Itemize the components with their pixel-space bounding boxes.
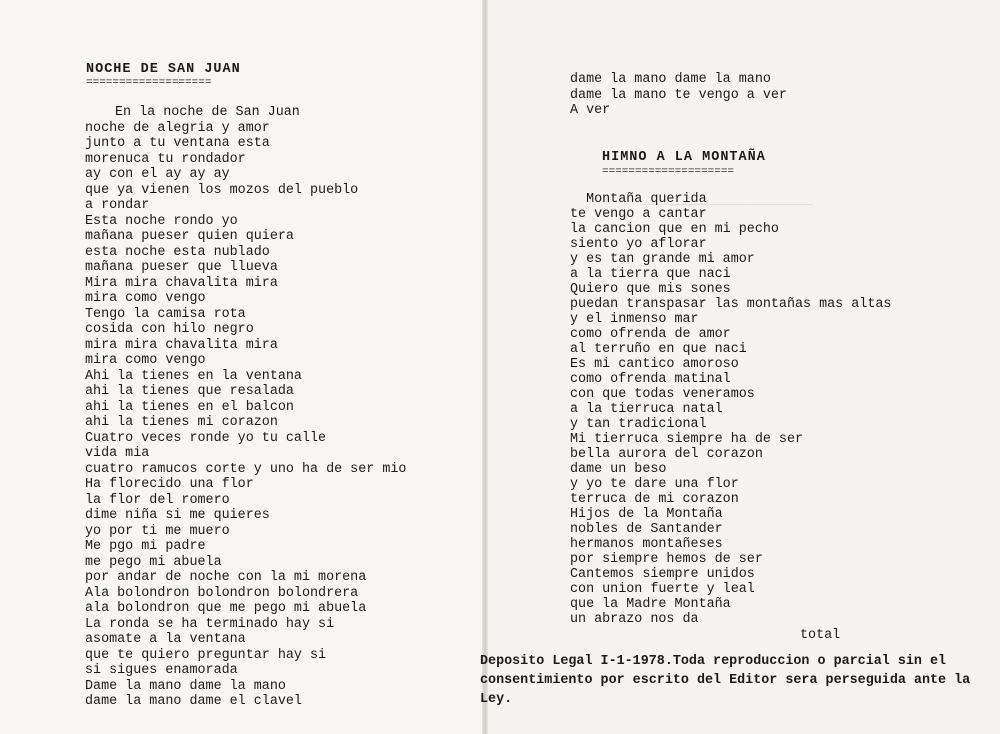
lyric-line: mira como vengo xyxy=(85,291,206,306)
lyric-line: a rondar xyxy=(85,198,150,213)
lyric-line: por siempre hemos de ser xyxy=(570,552,763,567)
lyric-line: puedan transpasar las montañas mas altas xyxy=(570,297,892,312)
lyric-line: a la tierruca natal xyxy=(570,402,723,417)
legal-notice: Deposito Legal I-1-1978.Toda reproduccion o parcial sin el consentimiento por escrito del Editor sera perseguida ante la Ley. xyxy=(480,654,971,707)
lyric-line: y es tan grande mi amor xyxy=(570,252,755,267)
lyric-line: Dame la mano dame la mano xyxy=(85,678,286,694)
lyric-line: nobles de Santander xyxy=(570,522,723,537)
lyric-line: Tengo la camisa rota xyxy=(85,306,246,322)
lyric-line: esta noche esta nublado xyxy=(85,244,270,260)
lyrics-continuation xyxy=(570,72,787,119)
lyric-line: y tan tradicional xyxy=(570,417,707,432)
song-title-noche-de-san-juan: NOCHE DE SAN JUAN xyxy=(86,62,241,77)
lyric-line: dime niña si me quieres xyxy=(85,508,270,523)
lyric-line: con que todas veneramos xyxy=(570,387,755,402)
lyric-line: noche de alegria y amor xyxy=(85,120,270,136)
lyric-line: te vengo a cantar xyxy=(570,207,707,222)
lyric-line: ahi la tienes mi corazon xyxy=(85,415,278,430)
lyric-line: cuatro ramucos corte y uno ha de ser mio xyxy=(85,461,407,477)
lyric-line: Ha florecido una flor xyxy=(85,477,254,492)
lyric-line: siento yo aflorar xyxy=(570,237,707,252)
lyric-line: Cantemos siempre unidos xyxy=(570,567,755,582)
lyric-line: que ya vienen los mozos del pueblo xyxy=(85,182,359,198)
lyrics-noche-de-san-juan xyxy=(85,105,406,710)
lyric-line: dame la mano dame la mano xyxy=(570,72,771,87)
lyric-line: mañana pueser que llueva xyxy=(85,260,278,275)
lyric-line: y el inmenso mar xyxy=(570,312,699,327)
lyric-line: La ronda se ha terminado hay si xyxy=(85,616,335,632)
lyric-line: al terruño en que naci xyxy=(570,342,747,357)
lyric-line: ala bolondron que me pego mi abuela xyxy=(85,601,367,616)
lyric-line: mira como vengo xyxy=(85,353,206,368)
lyric-line: ahi la tienes en el balcon xyxy=(85,399,294,415)
show-through-texture: ──────────────────────── xyxy=(640,198,813,212)
lyric-line: Es mi cantico amoroso xyxy=(570,357,739,372)
lyric-line: como ofrenda de amor xyxy=(570,327,731,342)
lyric-line: junto a tu ventana esta xyxy=(85,136,270,151)
lyric-line: como ofrenda matinal xyxy=(570,372,731,387)
lyric-line: que te quiero preguntar hay si xyxy=(85,647,327,663)
title-underline: ==================== xyxy=(602,166,735,178)
lyric-line: mañana pueser quien quiera xyxy=(85,229,294,244)
lyric-line: morenuca tu rondador xyxy=(85,151,246,167)
lyric-line: dame la mano te vengo a ver xyxy=(570,87,787,103)
lyric-line: ay con el ay ay ay xyxy=(85,167,230,182)
lyric-line: yo por ti me muero xyxy=(85,523,230,539)
lyric-line: bella aurora del corazon xyxy=(570,447,763,462)
lyric-line: con union fuerte y leal xyxy=(570,582,755,597)
end-word: total xyxy=(800,628,841,643)
page-fold xyxy=(482,0,488,734)
lyric-line: Me pgo mi padre xyxy=(85,539,206,554)
lyric-line: Hijos de la Montaña xyxy=(570,507,723,522)
lyric-line: Quiero que mis sones xyxy=(570,282,731,297)
lyric-line: Ahi la tienes en la ventana xyxy=(85,368,302,384)
lyric-line: hermanos montañeses xyxy=(570,537,723,552)
lyric-line: si sigues enamorada xyxy=(85,663,238,678)
lyric-line: cosida con hilo negro xyxy=(85,322,254,337)
lyric-line: por andar de noche con la mi morena xyxy=(85,570,367,585)
lyric-line: A ver xyxy=(570,103,611,118)
lyric-line: que la Madre Montaña xyxy=(570,597,731,612)
lyric-line: mira mira chavalita mira xyxy=(85,337,278,353)
lyric-line: Cuatro veces ronde yo tu calle xyxy=(85,430,327,446)
lyric-line: dame un beso xyxy=(570,462,667,477)
lyric-line: Mira mira chavalita mira xyxy=(85,275,278,291)
lyric-line: un abrazo nos da xyxy=(570,612,699,627)
lyric-line: En la noche de San Juan xyxy=(115,105,300,120)
lyric-line: y yo te dare una flor xyxy=(570,477,739,492)
lyric-line: Montaña querida xyxy=(570,192,707,207)
lyric-line: vida mia xyxy=(85,446,150,461)
lyric-line: Ala bolondron bolondron bolondrera xyxy=(85,585,359,601)
lyric-line: asomate a la ventana xyxy=(85,632,246,647)
lyric-line: Esta noche rondo yo xyxy=(85,213,238,229)
lyrics-himno-a-la-montana xyxy=(570,192,891,627)
title-underline: =================== xyxy=(86,77,212,89)
lyric-line: me pego mi abuela xyxy=(85,554,222,570)
song-title-himno-a-la-montana: HIMNO A LA MONTAÑA xyxy=(602,150,766,165)
lyric-line: dame la mano dame el clavel xyxy=(85,694,302,709)
lyric-line: la flor del romero xyxy=(85,492,230,508)
lyric-line: Mi tierruca siempre ha de ser xyxy=(570,432,804,447)
lyric-line: a la tierra que naci xyxy=(570,267,731,282)
lyric-line: ahi la tienes que resalada xyxy=(85,384,294,399)
lyric-line: la cancion que en mi pecho xyxy=(570,222,779,237)
lyric-line: terruca de mi corazon xyxy=(570,492,739,507)
